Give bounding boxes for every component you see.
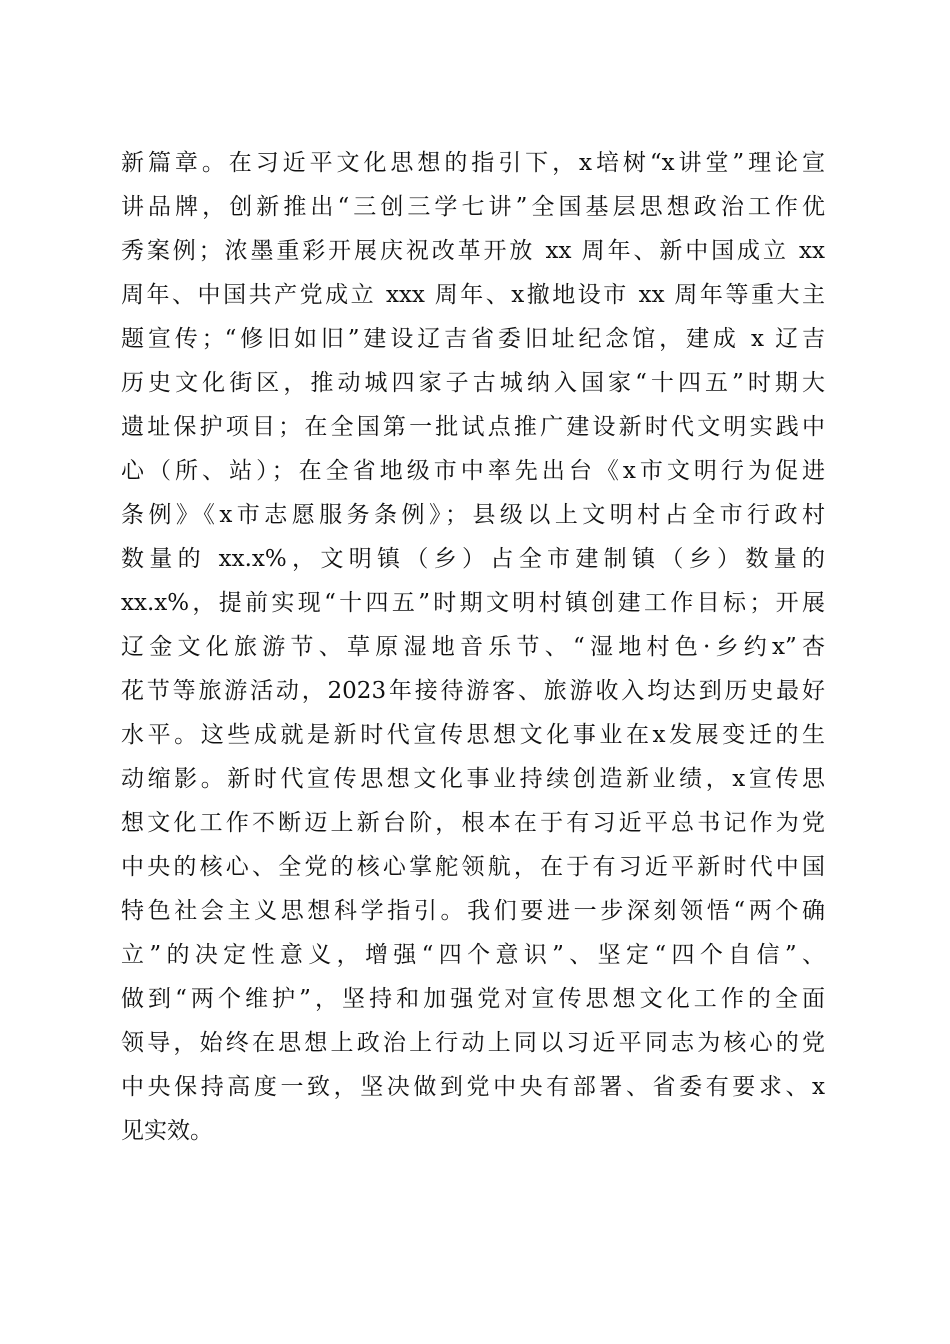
paragraph-line-23: 见实效。 xyxy=(121,1118,213,1144)
paragraph-line-11: xx.x%，提前实现“十四五”时期文明村镇创建工作目标；开展 xyxy=(121,590,825,616)
paragraph-line-17: 中央的核心、全党的核心掌舵领航，在于有习近平新时代中国 xyxy=(121,854,825,880)
paragraph-line-4: 周年、中国共产党成立 xxx 周年、x撤地设市 xx 周年等重大主 xyxy=(121,282,825,308)
paragraph-line-20: 做到“两个维护”，坚持和加强党对宣传思想文化工作的全面 xyxy=(121,986,825,1012)
paragraph-line-5: 题宣传；“修旧如旧”建设辽吉省委旧址纪念馆，建成 x 辽吉 xyxy=(121,326,825,352)
paragraph-line-18: 特色社会主义思想科学指引。我们要进一步深刻领悟“两个确 xyxy=(121,898,825,924)
paragraph-line-15: 动缩影。新时代宣传思想文化事业持续创造新业绩，x宣传思 xyxy=(121,766,825,792)
paragraph-line-1: 新篇章。在习近平文化思想的指引下，x培树“x讲堂”理论宣 xyxy=(121,150,825,176)
paragraph-line-21: 领导，始终在思想上政治上行动上同以习近平同志为核心的党 xyxy=(121,1030,825,1056)
paragraph-line-6: 历史文化街区，推动城四家子古城纳入国家“十四五”时期大 xyxy=(121,370,825,396)
paragraph-line-8: 心（所、站）；在全省地级市中率先出台《x市文明行为促进 xyxy=(121,458,825,484)
paragraph-line-16: 想文化工作不断迈上新台阶，根本在于有习近平总书记作为党 xyxy=(121,810,825,836)
paragraph-line-10: 数量的 xx.x%，文明镇（乡）占全市建制镇（乡）数量的 xyxy=(121,546,825,572)
paragraph-line-2: 讲品牌，创新推出“三创三学七讲”全国基层思想政治工作优 xyxy=(121,194,825,220)
paragraph-line-3: 秀案例；浓墨重彩开展庆祝改革开放 xx 周年、新中国成立 xx xyxy=(121,238,825,264)
paragraph-line-14: 水平。这些成就是新时代宣传思想文化事业在x发展变迁的生 xyxy=(121,722,825,748)
body-paragraph xyxy=(121,141,825,1153)
paragraph-line-22: 中央保持高度一致，坚决做到党中央有部署、省委有要求、x xyxy=(121,1074,825,1100)
paragraph-line-13: 花节等旅游活动，2023年接待游客、旅游收入均达到历史最好 xyxy=(121,678,825,704)
paragraph-line-19: 立”的决定性意义，增强“四个意识”、坚定“四个自信”、 xyxy=(121,942,825,968)
paragraph-line-7: 遗址保护项目；在全国第一批试点推广建设新时代文明实践中 xyxy=(121,414,825,440)
paragraph-line-9: 条例》《x市志愿服务条例》；县级以上文明村占全市行政村 xyxy=(121,502,825,528)
paragraph-line-12: 辽金文化旅游节、草原湿地音乐节、“湿地村色·乡约x”杏 xyxy=(121,634,825,660)
